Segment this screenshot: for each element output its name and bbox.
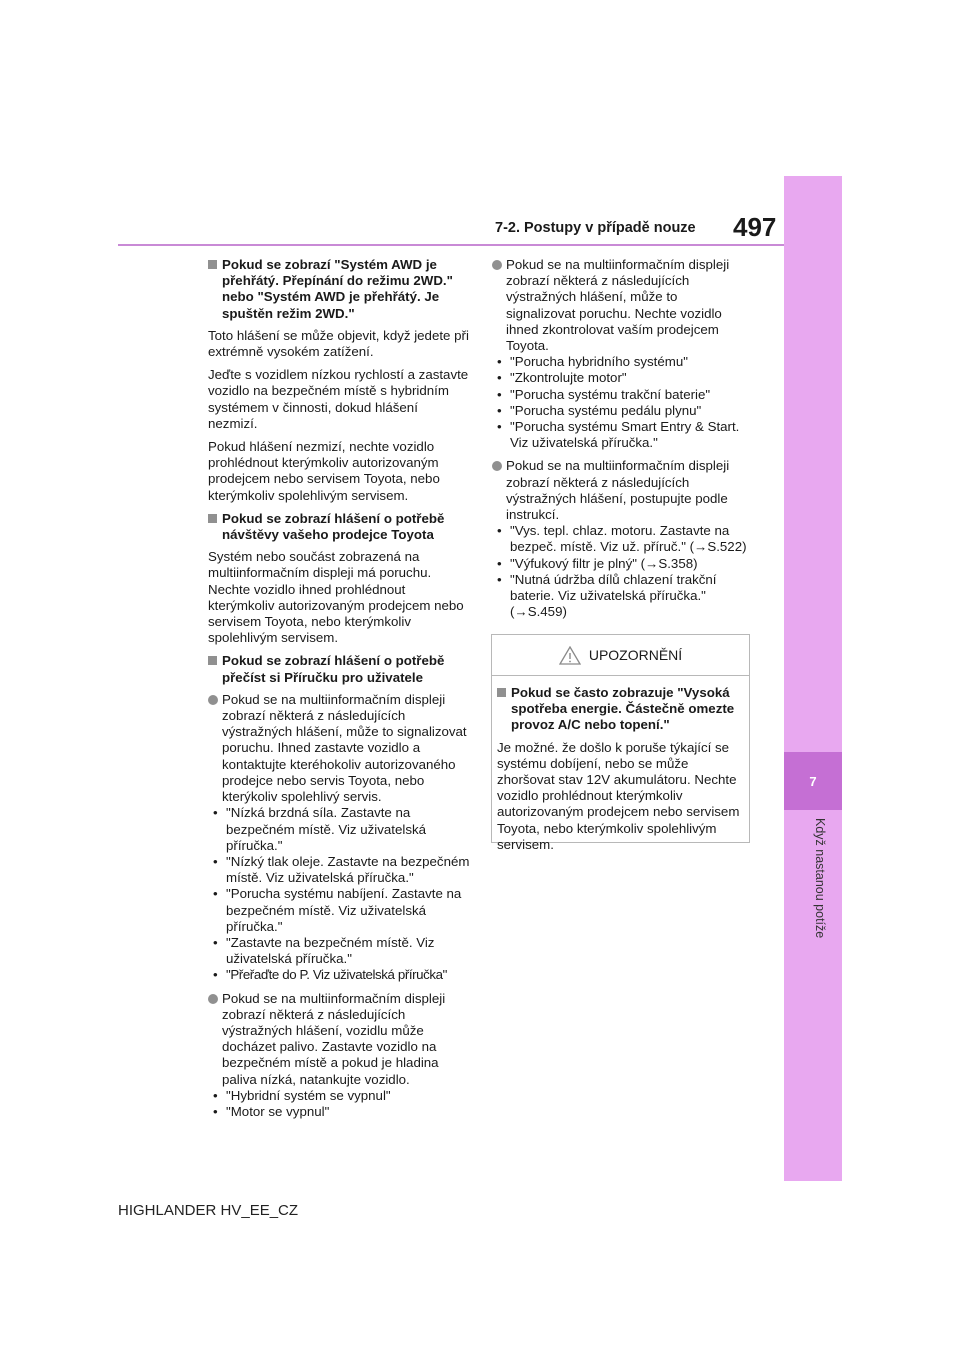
list-item: • "Porucha systému nabíjení. Zastavte na bezpečném místě. Viz uživatelská příručka." — [213, 886, 462, 934]
warning-text: Je možné. že došlo k poruše týkající se systému dobíjení, nebo se může zhoršovat stav 12V akumulátoru. Nechte vozidlo prohlédnout kterýmkoliv autorizovaným prodejcem nebo servisem Toyota, nebo kterýmkoliv spolehlivým servisem. — [497, 739, 740, 852]
left-column — [208, 257, 470, 1127]
circle-bullet-icon — [492, 461, 502, 471]
header-rule — [118, 244, 784, 246]
list-item: • "Motor se vypnul" — [213, 1103, 330, 1119]
list-item: • "Nízká brzdná síla. Zastavte na bezpečném místě. Viz uživatelská příručka." — [213, 805, 427, 853]
paragraph: Jeďte s vozidlem nízkou rychlostí a zastavte vozidlo na bezpečném místě s hybridním systémem v činnosti, dokud hlášení nezmizí. — [208, 367, 469, 431]
paragraph: Pokud hlášení nezmizí, nechte vozidlo prohlédnout kterýmkoliv autorizovaným prodejcem nebo servisem Toyota, nebo kterýmkoliv spolehlivým servisem. — [208, 439, 440, 503]
list-item: • "Porucha systému Smart Entry & Start. Viz uživatelská příručka." — [497, 419, 740, 451]
paragraph: Systém nebo součást zobrazená na multiinformačním displeji má poruchu. Nechte vozidlo ihned prohlédnout kterýmkoliv autorizovaným prodejcem nebo servisem Toyota, nebo kterýmkoliv spolehlivým servisem. — [208, 549, 464, 646]
dot-item: Pokud se na multiinformačním displeji zobrazí některá z následujících výstražných hlášení, vozidlu může docházet palivo. Zastavte vozidlo na bezpečném místě a pokud je hladina paliva nízká, natankujte vozidlo. — [208, 991, 470, 1088]
warning-body — [492, 676, 749, 853]
page-number: 497 — [733, 212, 777, 242]
dot-item: Pokud se na multiinformačním displeji zobrazí některá z následujících výstražných hlášení, může to signalizovat poruchu. Nechte vozidlo ihned zkontrolovat vaším prodejcem Toyota. — [492, 257, 750, 354]
list-item: • "Zkontrolujte motor" — [497, 370, 627, 386]
list-item: • "Nízký tlak oleje. Zastavte na bezpečném místě. Viz uživatelská příručka." — [213, 853, 470, 886]
side-tab — [784, 176, 842, 1181]
list-item: • "Porucha hybridního systému" — [497, 354, 688, 370]
list-item: • "Výfukový filtr je plný" (→S.358) — [497, 555, 698, 571]
list-item: • "Přeřaďte do P. Viz uživatelská příručka" — [213, 967, 447, 983]
right-column — [492, 257, 750, 627]
dot-item: Pokud se na multiinformačním displeji zobrazí některá z následujících výstražných hlášení, postupujte podle instrukcí. — [492, 458, 750, 523]
square-bullet-icon — [497, 688, 506, 697]
warning-title: UPOZORNĚNÍ — [588, 647, 683, 663]
warning-box — [491, 634, 750, 852]
section-title: 7-2. Postupy v případě nouze — [495, 220, 696, 236]
dot-item: Pokud se na multiinformačním displeji zobrazí některá z následujících výstražných hlášení, může to signalizovat poruchu. Ihned zastavte vozidlo a kontaktujte kteréhokoliv autorizovaného prodejce nebo servis Toyota, nebo kterýkoliv spolehlivý servis. — [208, 692, 470, 805]
message-list — [492, 523, 750, 620]
chapter-label: Když nastanou potíže — [813, 818, 827, 939]
warning-triangle-icon — [559, 646, 581, 665]
heading-dealer: Pokud se zobrazí hlášení o potřebě návštěvy vašeho prodejce Toyota — [208, 511, 470, 543]
warning-heading: Pokud se často zobrazuje "Vysoká spotřeba energie. Částečně omezte provoz A/C nebo topení." — [497, 685, 745, 734]
warning-header — [492, 635, 749, 676]
message-list — [492, 354, 750, 451]
square-bullet-icon — [208, 656, 217, 665]
heading-awd: Pokud se zobrazí "Systém AWD je přehřátý. Přepínání do režimu 2WD." nebo "Systém AWD je přehřátý. Je spuštěn režim 2WD." — [208, 257, 470, 322]
circle-bullet-icon — [492, 260, 502, 270]
list-item: • "Vys. tepl. chlaz. motoru. Zastavte na bezpeč. místě. Viz už. příruč." (→S.522) — [497, 523, 747, 555]
list-item: • "Hybridní systém se vypnul" — [213, 1087, 391, 1103]
list-item: • "Porucha systému pedálu plynu" — [497, 402, 702, 418]
paragraph: Toto hlášení se může objevit, když jedete při extrémně vysokém zatížení. — [208, 327, 469, 360]
square-bullet-icon — [208, 514, 217, 523]
footer-model: HIGHLANDER HV_EE_CZ — [118, 1202, 299, 1219]
chapter-number: 7 — [784, 752, 842, 810]
list-item: • "Zastavte na bezpečném místě. Viz uživatelská příručka." — [213, 934, 435, 967]
list-item: • "Porucha systému trakční baterie" — [497, 386, 711, 402]
circle-bullet-icon — [208, 695, 218, 705]
list-item: • "Nutná údržba dílů chlazení trakční baterie. Viz uživatelská příručka." (→S.459) — [497, 571, 717, 620]
message-list — [208, 805, 470, 983]
square-bullet-icon — [208, 260, 217, 269]
heading-manual: Pokud se zobrazí hlášení o potřebě přečíst si Příručku pro uživatele — [208, 653, 470, 685]
message-list — [208, 1088, 470, 1120]
circle-bullet-icon — [208, 994, 218, 1004]
